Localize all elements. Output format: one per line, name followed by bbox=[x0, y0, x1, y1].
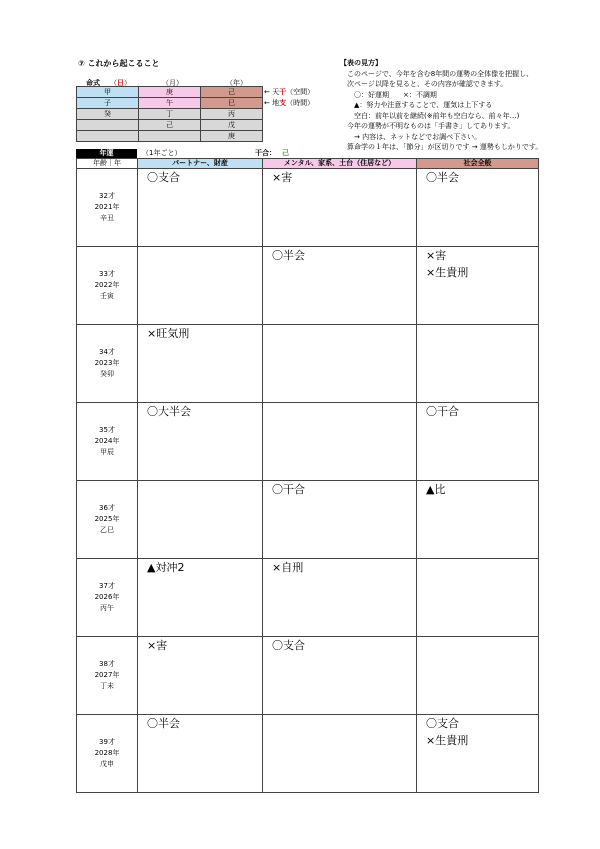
year: 2022年 bbox=[94, 281, 120, 289]
meishiki-year-header: （年） bbox=[226, 79, 247, 87]
social-entry: ×害 bbox=[426, 249, 447, 262]
year: 2024年 bbox=[94, 437, 120, 445]
partner-entry: 〇大半会 bbox=[147, 405, 191, 418]
meishiki-cell: 庚 bbox=[139, 87, 201, 98]
year: 2026年 bbox=[94, 593, 120, 601]
kanshi: 壬寅 bbox=[100, 292, 114, 300]
meishiki-row-4 bbox=[77, 120, 263, 131]
partner-entry: ×旺気刑 bbox=[147, 327, 190, 340]
meishiki-cell: 戊 bbox=[201, 120, 263, 131]
meishiki-cell: 午 bbox=[139, 98, 201, 109]
partner-entry: 〇半会 bbox=[147, 717, 180, 730]
social-entry: 〇半会 bbox=[426, 171, 459, 184]
table-row bbox=[77, 559, 539, 637]
meishiki-day-header: （日） bbox=[110, 79, 131, 87]
meishiki-cell: 丁 bbox=[139, 109, 201, 120]
partner-cell bbox=[138, 403, 263, 481]
social-cell bbox=[417, 325, 539, 403]
social-entry: 〇支合 bbox=[426, 717, 459, 730]
social-cell bbox=[417, 559, 539, 637]
social-entry: 〇干合 bbox=[426, 405, 459, 418]
age-cell bbox=[77, 325, 138, 403]
social-entry: ×生貴刑 bbox=[426, 734, 469, 747]
kanshi: 癸卯 bbox=[100, 370, 114, 378]
header-partner: パートナー、財産 bbox=[138, 159, 263, 169]
mental-cell bbox=[263, 247, 417, 325]
year: 2021年 bbox=[94, 203, 120, 211]
social-cell bbox=[417, 715, 539, 793]
partner-entry: 〇支合 bbox=[147, 171, 180, 184]
header-mental: メンタル、家系、土台（住居など） bbox=[263, 159, 417, 169]
meishiki-cell bbox=[77, 120, 139, 131]
kanshi: 乙巳 bbox=[100, 526, 114, 534]
legend-title: 【表の見方】 bbox=[340, 59, 382, 67]
age: 39才 bbox=[99, 738, 115, 746]
legend-line: 次ページ以降を見ると、その内容が確認できます。 bbox=[340, 80, 508, 88]
age: 37才 bbox=[99, 582, 115, 590]
mental-entry: ×害 bbox=[272, 171, 293, 184]
meishiki-cell: 庚 bbox=[201, 131, 263, 142]
meishiki-row-3 bbox=[77, 109, 263, 120]
kanshi: 甲辰 bbox=[100, 448, 114, 456]
mental-cell bbox=[263, 481, 417, 559]
header-age-year: 年齢｜年 bbox=[77, 159, 138, 169]
legend-line: 空白：前年以前を継続(※前年も空白なら、前々年…) bbox=[340, 111, 520, 120]
partner-cell bbox=[138, 481, 263, 559]
kanshi: 丁未 bbox=[100, 682, 114, 690]
social-cell bbox=[417, 247, 539, 325]
age-cell bbox=[77, 481, 138, 559]
mental-entry: 〇支合 bbox=[272, 639, 305, 652]
meishiki-row-1 bbox=[77, 87, 263, 98]
partner-cell bbox=[138, 637, 263, 715]
mental-cell bbox=[263, 559, 417, 637]
partner-cell bbox=[138, 247, 263, 325]
table-header-row bbox=[77, 159, 539, 169]
meishiki-label: 命式 bbox=[86, 79, 100, 87]
age-cell bbox=[77, 559, 138, 637]
mental-cell bbox=[263, 403, 417, 481]
age: 38才 bbox=[99, 660, 115, 668]
meishiki-cell: 己 bbox=[201, 87, 263, 98]
meishiki-cell: 子 bbox=[77, 98, 139, 109]
meishiki-table bbox=[76, 86, 263, 142]
meishiki-cell: 巳 bbox=[201, 98, 263, 109]
partner-entry: ×害 bbox=[147, 639, 168, 652]
social-cell bbox=[417, 481, 539, 559]
mental-cell bbox=[263, 637, 417, 715]
legend-line: このページで、今年を含む8年間の運勢の全体像を把握し、 bbox=[340, 69, 534, 78]
year: 2028年 bbox=[94, 749, 120, 757]
table-row bbox=[77, 325, 539, 403]
age: 34才 bbox=[99, 348, 115, 356]
age-cell bbox=[77, 247, 138, 325]
meishiki-cell bbox=[139, 131, 201, 142]
mental-entry: 〇半会 bbox=[272, 249, 305, 262]
table-row bbox=[77, 637, 539, 715]
age: 36才 bbox=[99, 504, 115, 512]
header-social: 社会全般 bbox=[417, 159, 539, 169]
table-row bbox=[77, 481, 539, 559]
mental-entry: ×自刑 bbox=[272, 561, 304, 574]
age: 35才 bbox=[99, 426, 115, 434]
year: 2027年 bbox=[94, 671, 120, 679]
social-entry: ▲比 bbox=[426, 483, 446, 496]
legend bbox=[340, 58, 542, 153]
tenkan-note: ← 天干（空間） bbox=[264, 88, 315, 96]
legend-line: → 内容は、ネットなどでお調べ下さい。 bbox=[340, 132, 482, 141]
partner-entry: ▲対冲2 bbox=[147, 561, 185, 574]
meishiki-cell: 癸 bbox=[77, 109, 139, 120]
meishiki-cell: 丙 bbox=[201, 109, 263, 120]
partner-cell bbox=[138, 169, 263, 247]
year: 2025年 bbox=[94, 515, 120, 523]
kango-label: 干合： bbox=[255, 149, 276, 157]
mental-entry: 〇干合 bbox=[272, 483, 305, 496]
mental-cell bbox=[263, 169, 417, 247]
legend-line: 今年の運勢が不明なものは「手書き」してあります。 bbox=[340, 122, 515, 130]
table-row bbox=[77, 169, 539, 247]
partner-cell bbox=[138, 325, 263, 403]
social-cell bbox=[417, 403, 539, 481]
kanshi: 戊申 bbox=[100, 760, 114, 768]
age-cell bbox=[77, 637, 138, 715]
chishi-note: ← 地支（時間） bbox=[264, 99, 315, 107]
legend-line: 〇：好運期 ×：不調期 bbox=[340, 90, 437, 99]
mental-cell bbox=[263, 715, 417, 793]
table-row bbox=[77, 403, 539, 481]
social-cell bbox=[417, 637, 539, 715]
kanshi: 辛丑 bbox=[100, 214, 114, 222]
legend-line: ▲：努力や注意することで、運気は上下する bbox=[340, 101, 493, 109]
social-entry: ×生貴刑 bbox=[426, 266, 469, 279]
social-cell bbox=[417, 169, 539, 247]
age-cell bbox=[77, 715, 138, 793]
table-row bbox=[77, 715, 539, 793]
mental-cell bbox=[263, 325, 417, 403]
meishiki-cell bbox=[77, 131, 139, 142]
section-title: ⑦ これから起こること bbox=[78, 59, 160, 68]
table-row bbox=[77, 247, 539, 325]
age: 32才 bbox=[99, 192, 115, 200]
meishiki-month-header: （月） bbox=[162, 79, 183, 87]
age: 33才 bbox=[99, 270, 115, 278]
kango-value: 己 bbox=[282, 149, 289, 157]
legend-line: 算命学の１年は、「節分」が区切りです → 運勢もしかりです。 bbox=[340, 143, 543, 151]
age-cell bbox=[77, 169, 138, 247]
fortune-table bbox=[76, 158, 539, 793]
kango bbox=[255, 149, 289, 158]
partner-cell bbox=[138, 559, 263, 637]
nenun-label: 年運 bbox=[76, 149, 137, 158]
nenun-sub: （1年ごと） bbox=[142, 149, 182, 157]
meishiki-cell: 甲 bbox=[77, 87, 139, 98]
meishiki-row-5 bbox=[77, 131, 263, 142]
age-cell bbox=[77, 403, 138, 481]
partner-cell bbox=[138, 715, 263, 793]
meishiki-cell: 己 bbox=[139, 120, 201, 131]
year: 2023年 bbox=[94, 359, 120, 367]
kanshi: 丙午 bbox=[100, 604, 114, 612]
meishiki-row-2 bbox=[77, 98, 263, 109]
